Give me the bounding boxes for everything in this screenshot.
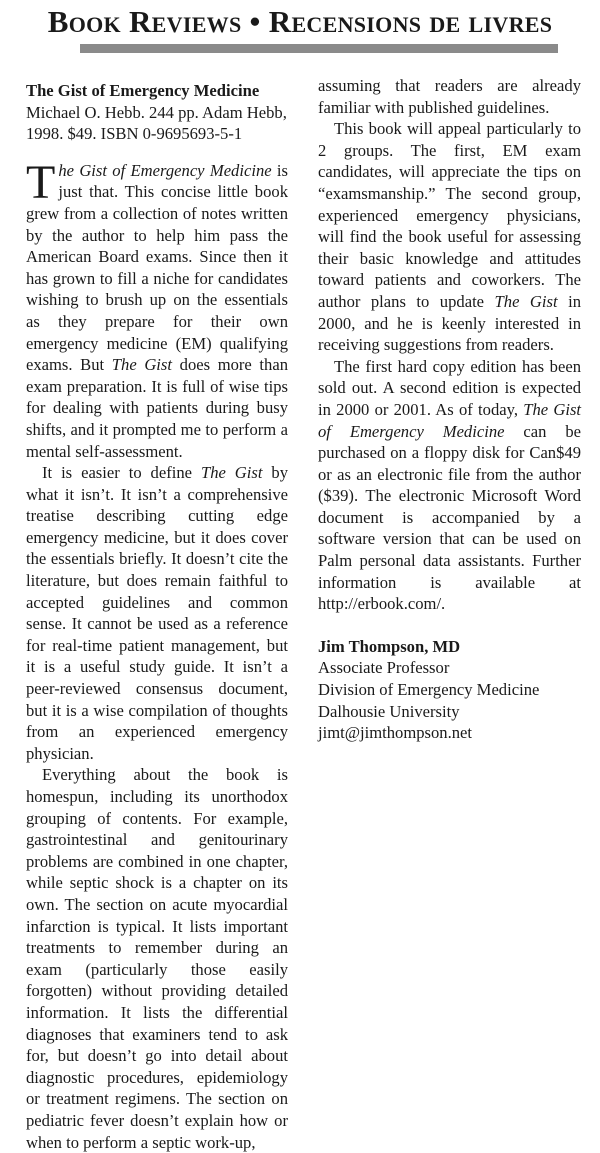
review-paragraph-2: It is easier to define The Gist by what it isn’t. It isn’t a comprehensive treatise describing cutting edge emergency medicine, but it does cover the essentials briefly. It doesn’t cite the literature, but does remain faithful to accepted guidelines and common sense. It cannot be used as a reference for real-time patient management, but it is a useful study guide. It isn’t a peer-reviewed consensus document, but it is a wise compilation of thoughts from an experienced emergency physician. bbox=[26, 463, 289, 763]
reviewer-position: Associate Professor bbox=[318, 658, 450, 678]
reviewer-name: Jim Thompson, MD bbox=[318, 636, 461, 656]
section-title: Book Reviews • Recensions de livres bbox=[47, 4, 553, 39]
reviewer-university: Dalhousie University bbox=[318, 701, 460, 721]
section-header bbox=[0, 0, 600, 60]
reviewer-email: jimt@jimthompson.net bbox=[318, 723, 473, 743]
review-paragraph-3: Everything about the book is homespun, including its unorthodox grouping of contents. For example, gastrointestinal and genitourinary problems are combined in one chapter, while septic shock is a chapter on its own. The section on acute myocardial infarction is typical. It lists important treatments to remember during an exam (particularly those easily forgotten) without providing detailed information. It lists the differential diagnoses that examiners tend to ask for, but doesn’t go into detail about diagnostic procedures, epidemiology or treatment regimens. The section on pediatric fever doesn’t explain how or when to perform a septic work-up, bbox=[26, 765, 288, 1152]
reviewer-division: Division of Emergency Medicine bbox=[318, 680, 540, 700]
header-rule bbox=[80, 44, 558, 53]
reviewer-signature bbox=[318, 636, 581, 744]
book-title: The Gist of Emergency Medicine bbox=[26, 81, 260, 100]
book-details: Michael O. Hebb. 244 pp. Adam Hebb, 1998. $49. ISBN 0-9695693-5-1 bbox=[26, 102, 287, 144]
left-column bbox=[26, 80, 288, 1153]
drop-cap: T bbox=[26, 155, 56, 209]
review-paragraph-1: The Gist of Emergency Medicine is just that. This concise little book grew from a collection of notes written by the author to help him pass the American Board exams. Since then it has grown to fill a niche for candidates wishing to brush up on the essentials as they prepare for their own emergency medicine (EM) qualifying exams. But The Gist does more than exam preparation. It is full of wise tips for dealing with patients during busy shifts, and it prompted me to perform a mental self-assessment. bbox=[26, 155, 289, 461]
right-column bbox=[318, 75, 581, 744]
review-paragraph-3-continued: assuming that readers are already familiar with published guidelines. bbox=[318, 76, 581, 117]
review-paragraph-5: The first hard copy edition has been sold out. A second edition is expected in 2000 or 2001. As of today, The Gist of Emergency Medicine can be purchased on a floppy disk for Can$49 or as an electronic file from the author ($39). The electronic Microsoft Word document is accompanied by a software version that can be used on Palm personal data assistants. Further information is available at http://erbook.com/. bbox=[318, 356, 582, 614]
book-title-italic: he Gist of Emergency Medicine bbox=[58, 160, 272, 180]
book-citation bbox=[26, 80, 288, 145]
review-paragraph-4: This book will appeal particularly to 2 groups. The first, EM exam candidates, will appreciate the tips on “examsmanship.” The second group, experienced emergency physicians, will find the book useful for assessing their basic knowledge and attitudes toward patients and coworkers. The author plans to update The Gist in 2000, and he is keenly interested in receiving suggestions from readers. bbox=[318, 119, 582, 355]
